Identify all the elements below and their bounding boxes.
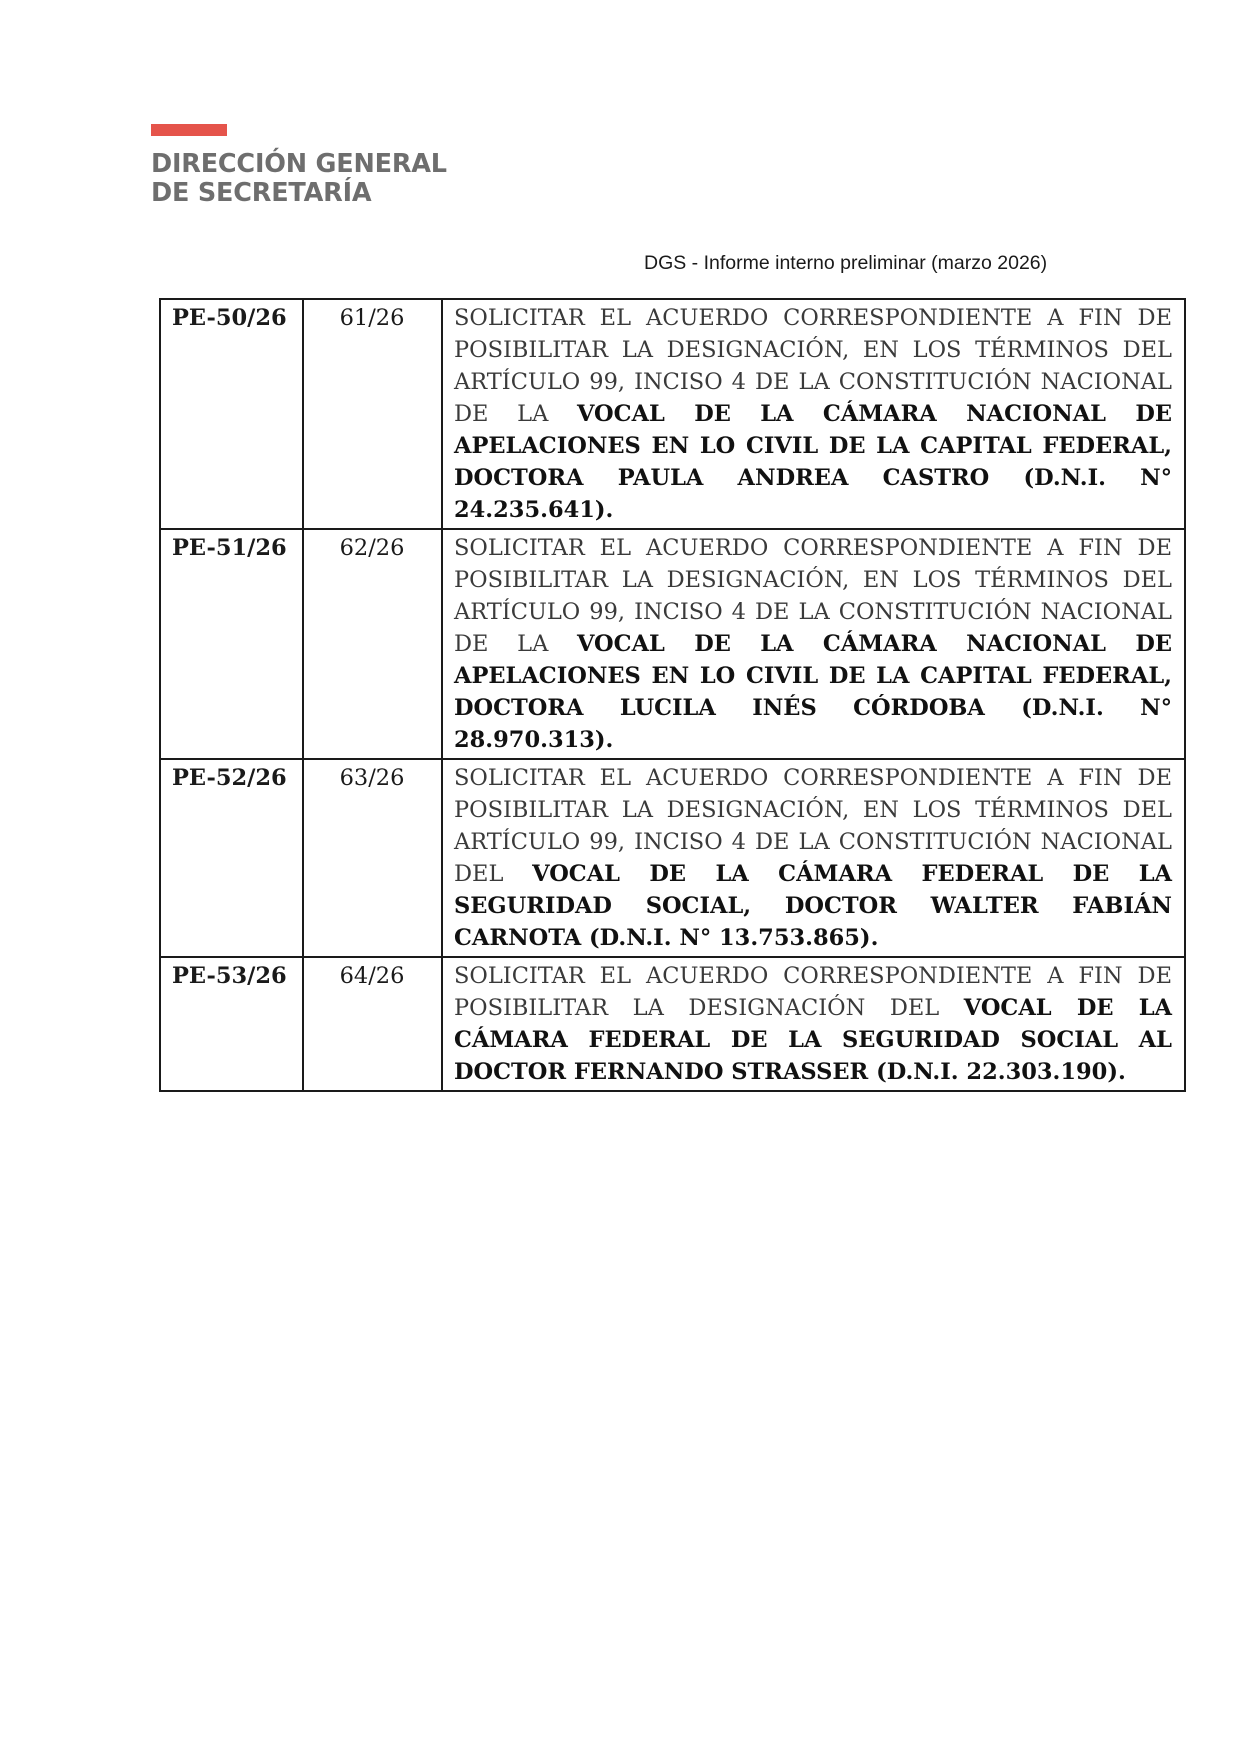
logo-accent-bar	[151, 124, 227, 136]
description-bold-text: VOCAL DE LA CÁMARA FEDERAL DE LA SEGURIDAD SOCIAL AL DOCTOR FERNANDO STRASSER (D.N.I. 22.303.190).	[454, 995, 1172, 1085]
description-text: SOLICITAR EL ACUERDO CORRESPONDIENTE A FIN DE POSIBILITAR LA DESIGNACIÓN, EN LOS TÉRMINOS DEL ARTÍCULO 99, INCISO 4 DE LA CONSTITUCIÓN NACIONAL DE LA	[454, 305, 1172, 427]
description-cell	[442, 759, 1185, 957]
organization-logo	[151, 124, 471, 208]
logo-line-1: DIRECCIÓN GENERAL	[151, 149, 447, 179]
description-cell	[442, 529, 1185, 759]
expediente-cell: PE-51/26	[160, 529, 303, 759]
table-row	[160, 759, 1185, 957]
description-bold-text: VOCAL DE LA CÁMARA FEDERAL DE LA SEGURIDAD SOCIAL, DOCTOR WALTER FABIÁN CARNOTA (D.N.I. N° 13.753.865).	[454, 861, 1172, 951]
report-header: DGS - Informe interno preliminar (marzo 2026)	[644, 252, 1048, 274]
numero-cell: 63/26	[303, 759, 442, 957]
table-row	[160, 529, 1185, 759]
logo-line-2: DE SECRETARÍA	[151, 178, 372, 208]
numero-cell: 61/26	[303, 299, 442, 529]
description-text: SOLICITAR EL ACUERDO CORRESPONDIENTE A FIN DE POSIBILITAR LA DESIGNACIÓN, EN LOS TÉRMINOS DEL ARTÍCULO 99, INCISO 4 DE LA CONSTITUCIÓN NACIONAL DE LA	[454, 535, 1172, 657]
records-table	[159, 298, 1186, 1092]
numero-cell: 64/26	[303, 957, 442, 1091]
numero-cell: 62/26	[303, 529, 442, 759]
description-bold-text: VOCAL DE LA CÁMARA NACIONAL DE APELACIONES EN LO CIVIL DE LA CAPITAL FEDERAL, DOCTORA PAULA ANDREA CASTRO (D.N.I. N° 24.235.641).	[454, 401, 1172, 523]
description-cell	[442, 299, 1185, 529]
expediente-cell: PE-50/26	[160, 299, 303, 529]
table-row	[160, 299, 1185, 529]
table-row	[160, 957, 1185, 1091]
expediente-cell: PE-53/26	[160, 957, 303, 1091]
expediente-cell: PE-52/26	[160, 759, 303, 957]
description-cell	[442, 957, 1185, 1091]
description-text: SOLICITAR EL ACUERDO CORRESPONDIENTE A FIN DE POSIBILITAR LA DESIGNACIÓN DEL	[454, 963, 1172, 1021]
description-text: SOLICITAR EL ACUERDO CORRESPONDIENTE A FIN DE POSIBILITAR LA DESIGNACIÓN, EN LOS TÉRMINOS DEL ARTÍCULO 99, INCISO 4 DE LA CONSTITUCIÓN NACIONAL DEL	[454, 765, 1172, 887]
description-bold-text: VOCAL DE LA CÁMARA NACIONAL DE APELACIONES EN LO CIVIL DE LA CAPITAL FEDERAL, DOCTORA LUCILA INÉS CÓRDOBA (D.N.I. N° 28.970.313).	[454, 631, 1172, 753]
